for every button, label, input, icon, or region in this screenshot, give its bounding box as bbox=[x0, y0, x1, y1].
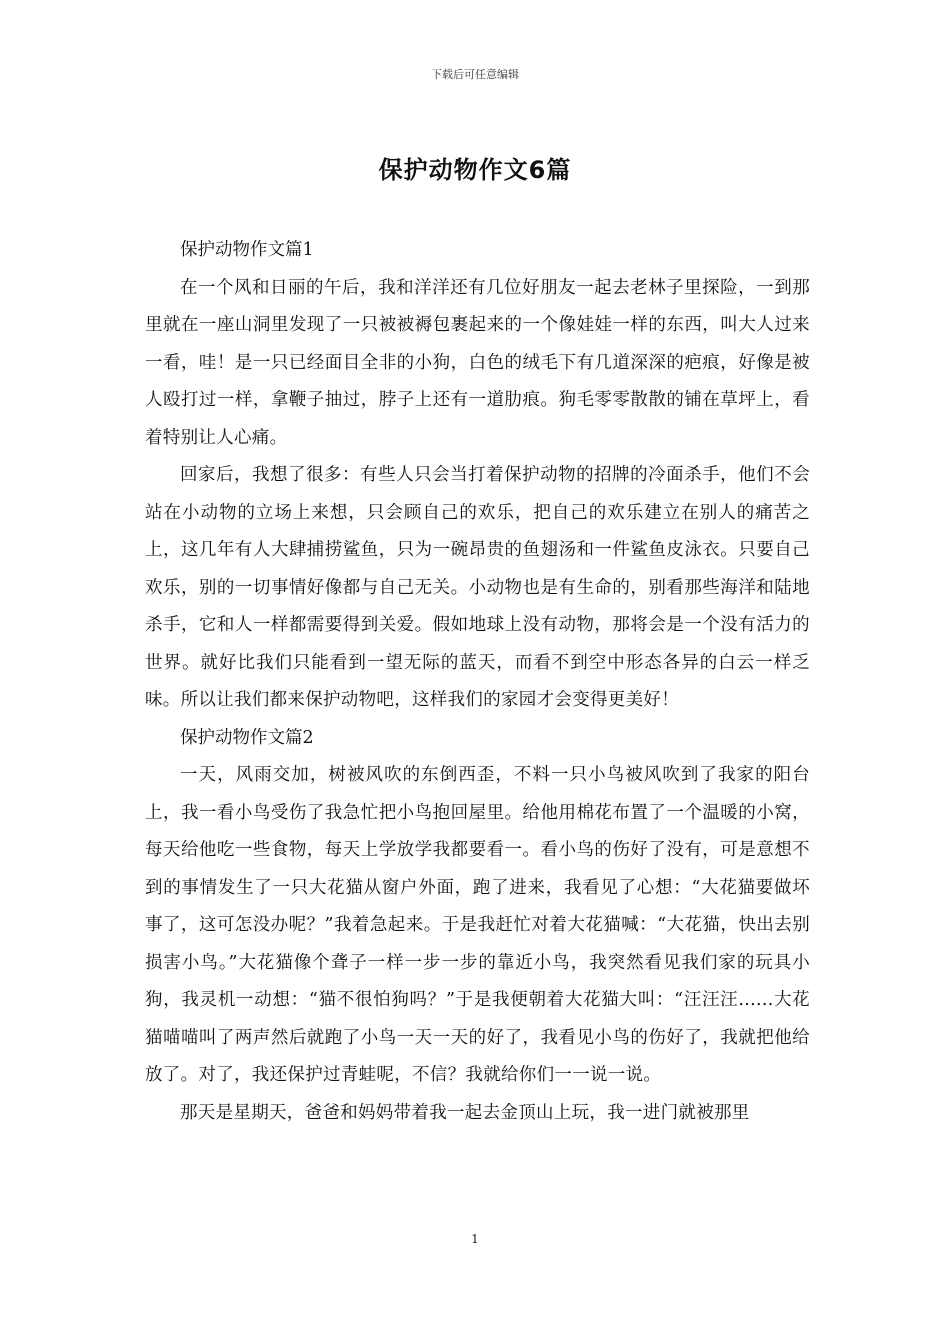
paragraph: 在一个风和日丽的午后，我和洋洋还有几位好朋友一起去老林子里探险，一到那里就在一座山洞里发现了一只被被褥包裹起来的一个像娃娃一样的东西，叫大人过来一看，哇！是一只已经面目全非的小狗，白色的绒毛下有几道深深的疤痕，好像是被人殴打过一样，拿鞭子抽过，脖子上还有一道肋痕。狗毛零零散散的铺在草坪上，看着特别让人心痛。 bbox=[145, 277, 810, 448]
essay-section-2 bbox=[145, 720, 810, 1133]
paragraph: 那天是星期天，爸爸和妈妈带着我一起去金顶山上玩，我一进门就被那里 bbox=[180, 1102, 750, 1123]
section-heading: 保护动物作文篇1 bbox=[180, 240, 314, 260]
page-header-note: 下载后可任意编辑 bbox=[431, 68, 519, 81]
page-number: 1 bbox=[471, 1232, 479, 1246]
document-body bbox=[145, 232, 810, 1132]
section-heading: 保护动物作文篇2 bbox=[180, 727, 314, 748]
essay-section-1 bbox=[145, 232, 810, 720]
paragraph: 回家后，我想了很多：有些人只会当打着保护动物的招牌的冷面杀手，他们不会站在小动物的立场上来想，只会顾自己的欢乐，把自己的欢乐建立在别人的痛苦之上，这几年有人大肆捕捞鲨鱼，只为一碗昂贵的鱼翅汤和一件鲨鱼皮泳衣。只要自己欢乐，别的一切事情好像都与自己无关。小动物也是有生命的，别看那些海洋和陆地杀手，它和人一样都需要得到关爱。假如地球上没有动物，那将会是一个没有活力的世界。就好比我们只能看到一望无际的蓝天，而看不到空中形态各异的白云一样乏味。所以让我们都来保护动物吧，这样我们的家园才会变得更美好！ bbox=[145, 465, 810, 710]
paragraph: 一天，风雨交加，树被风吹的东倒西歪，不料一只小鸟被风吹到了我家的阳台上，我一看小鸟受伤了我急忙把小鸟抱回屋里。给他用棉花布置了一个温暖的小窝，每天给他吃一些食物，每天上学放学我都要看一。看小鸟的伤好了没有，可是意想不到的事情发生了一只大花猫从窗户外面，跑了进来，我看见了心想：“大花猫要做坏事了，这可怎没办呢？”我着急起来。于是我赶忙对着大花猫喊：“大花猫，快出去别损害小鸟。”大花猫像个聋子一样一步一步的靠近小鸟，我突然看见我们家的玩具小狗，我灵机一动想：“猫不很怕狗吗？”于是我便朝着大花猫大叫：“汪汪汪......大花猫喵喵叫了两声然后就跑了小鸟一天一天的好了，我看见小鸟的伤好了，我就把他给放了。对了，我还保护过青蛙呢，不信？我就给你们一一说一说。 bbox=[145, 765, 810, 1085]
document-title: 保护动物作文6篇 bbox=[378, 156, 572, 184]
